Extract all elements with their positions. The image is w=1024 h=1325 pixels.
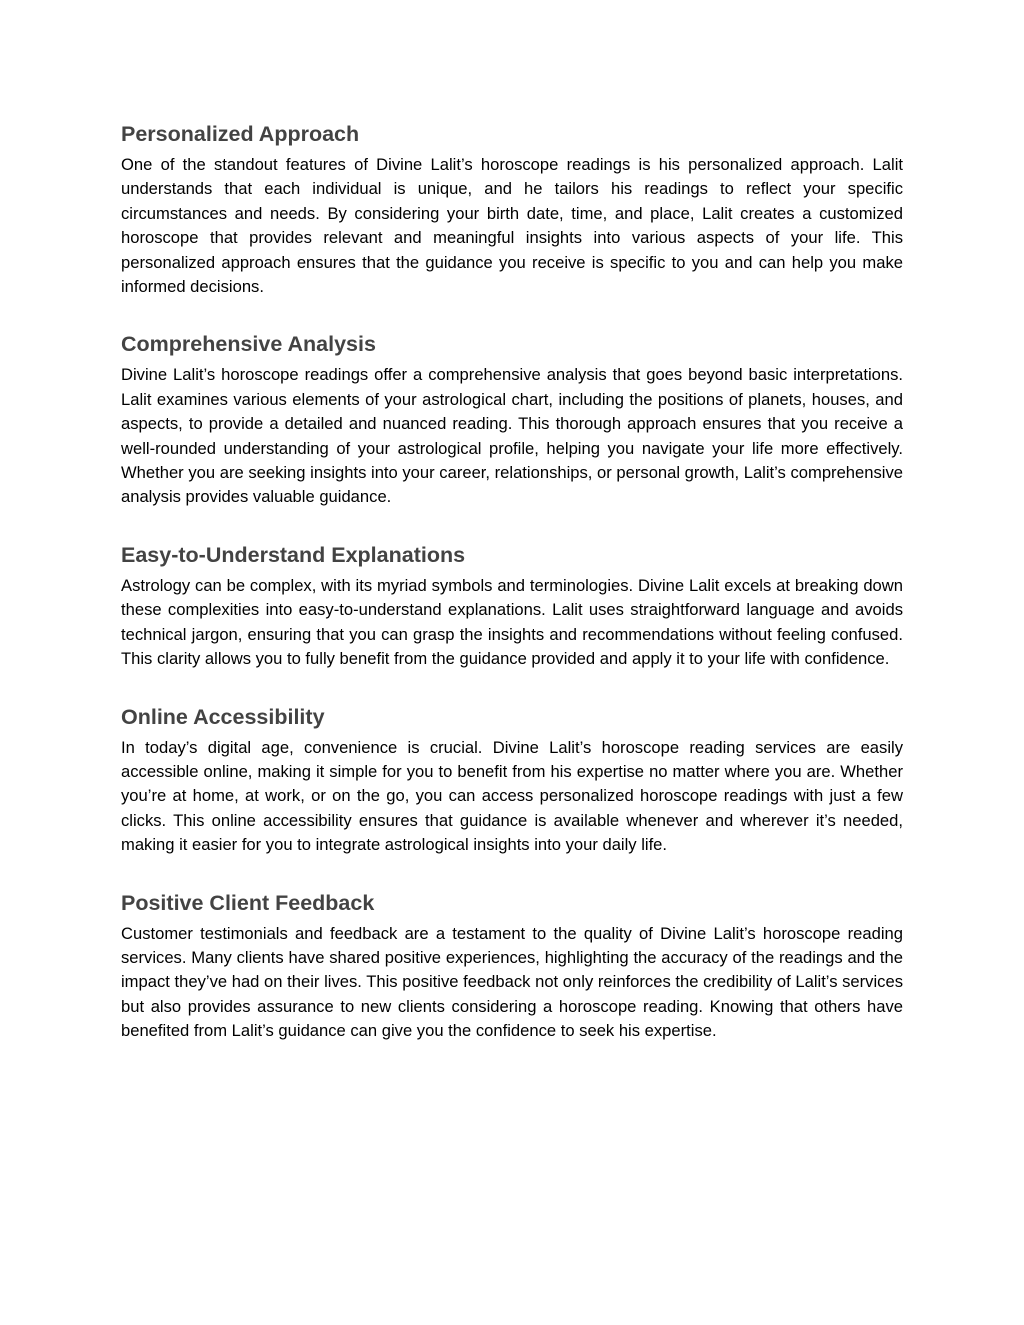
section-paragraph: One of the standout features of Divine Lalit’s horoscope readings is his personalized approach. Lalit understands that each individual is unique, and he tailors his readings to reflect your specific circumstances and needs. By considering your birth date, time, and place, Lalit creates a customized horoscope that provides relevant and meaningful insights into various aspects of your life. This personalized approach ensures that the guidance you receive is specific to you and can help you make informed decisions. <box>121 155 903 297</box>
section-heading: Positive Client Feedback <box>121 890 375 915</box>
section-heading: Comprehensive Analysis <box>121 332 376 357</box>
section-paragraph: Divine Lalit’s horoscope readings offer a comprehensive analysis that goes beyond basic interpretations. Lalit examines various elements of your astrological chart, including the positions of planets, houses, and aspects, to provide a detailed and nuanced reading. This thorough approach ensures that you receive a well-rounded understanding of your astrological profile, helping you navigate your life more effectively. Whether you are seeking insights into your career, relationships, or personal growth, Lalit’s comprehensive analysis provides valuable guidance. <box>121 365 903 507</box>
section-online-accessibility <box>121 701 903 858</box>
section-paragraph: Customer testimonials and feedback are a testament to the quality of Divine Lalit’s horoscope reading services. Many clients have shared positive experiences, highlighting the accuracy of the readings and the impact they’ve had on their lives. This positive feedback not only reinforces the credibility of Lalit’s services but also provides assurance to new clients considering a horoscope reading. Knowing that others have benefited from Lalit’s guidance can give you the confidence to seek his expertise. <box>121 923 903 1041</box>
section-heading: Online Accessibility <box>121 704 325 729</box>
section-heading: Personalized Approach <box>121 122 360 146</box>
section-heading: Easy-to-Understand Explanations <box>121 542 466 567</box>
section-comprehensive-analysis <box>121 328 903 509</box>
section-paragraph: Astrology can be complex, with its myriad symbols and terminologies. Divine Lalit excels at breaking down these complexities into easy-to-understand explanations. Lalit uses straightforward language and avoids technical jargon, ensuring that you can grasp the insights and recommendations without feeling confused. This clarity allows you to fully benefit from the guidance provided and apply it to your life with confidence. <box>121 575 903 669</box>
section-easy-to-understand-explanations <box>121 539 903 672</box>
document-page <box>121 118 903 1044</box>
section-paragraph: In today’s digital age, convenience is crucial. Divine Lalit’s horoscope reading services are easily accessible online, making it simple for you to benefit from his expertise no matter where you are. Whether you’re at home, at work, or on the go, you can access personalized horoscope readings with just a few clicks. This online accessibility ensures that guidance is available whenever and wherever it’s needed, making it easier for you to integrate astrological insights into your daily life. <box>121 737 903 855</box>
section-positive-client-feedback <box>121 887 903 1044</box>
section-personalized-approach <box>121 118 903 299</box>
